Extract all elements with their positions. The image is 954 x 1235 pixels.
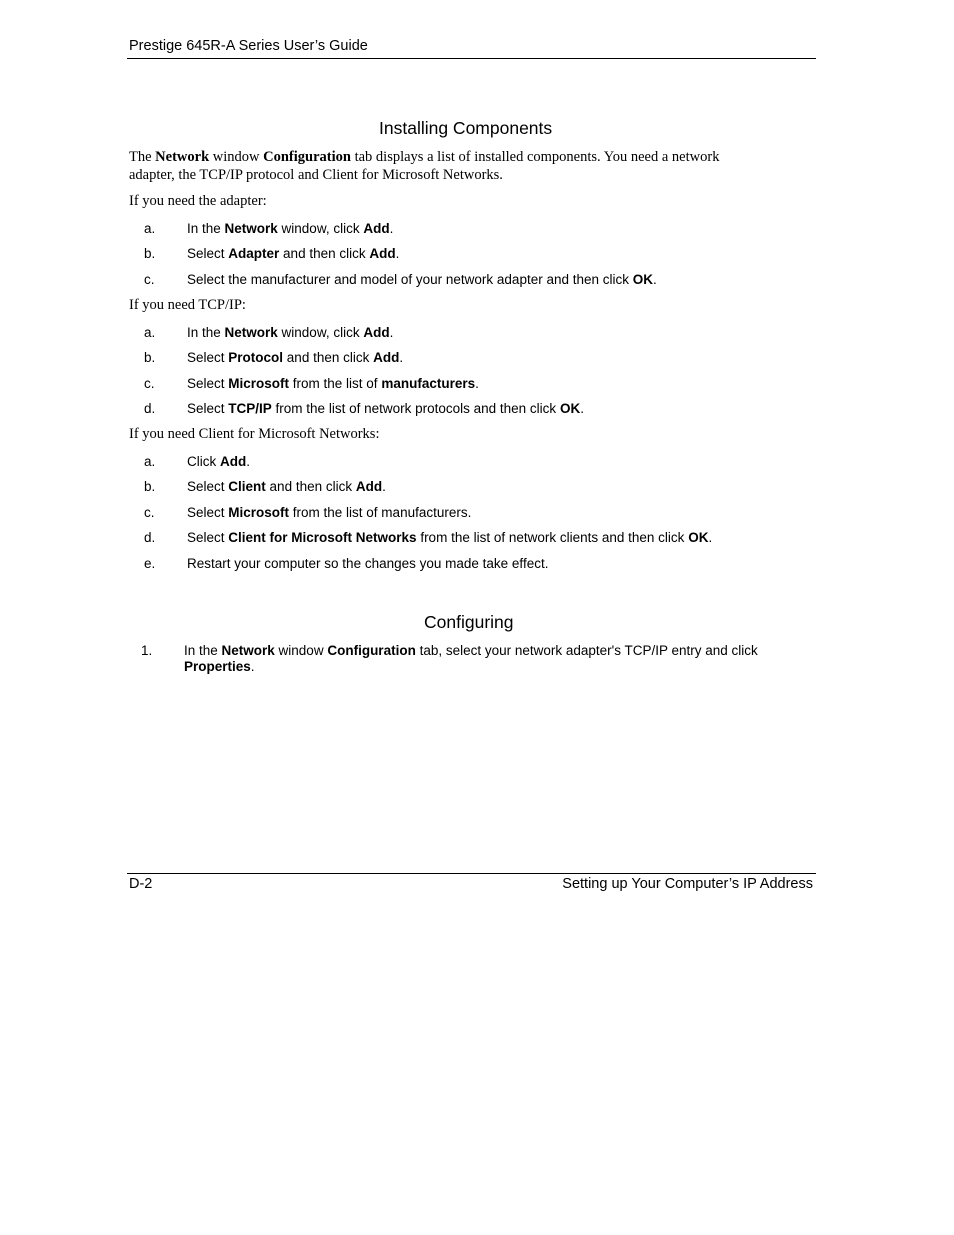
footer-section-title: Setting up Your Computer’s IP Address: [562, 876, 813, 892]
list-marker: a.: [144, 454, 156, 469]
list-marker: a.: [144, 221, 156, 236]
list-item: Select Adapter and then click Add.: [187, 246, 400, 261]
client-lead: If you need Client for Microsoft Networks:: [129, 426, 380, 442]
list-marker: b.: [144, 479, 156, 494]
list-item: In the Network window, click Add.: [187, 325, 394, 340]
section-heading-configuring: Configuring: [424, 612, 514, 632]
list-item: Restart your computer so the changes you made take effect.: [187, 556, 549, 571]
running-header: Prestige 645R-A Series User’s Guide: [129, 38, 368, 54]
list-marker: c.: [144, 505, 155, 520]
list-marker: a.: [144, 325, 156, 340]
list-marker: c.: [144, 376, 155, 391]
step-item: In the Network window Configuration tab, select your network adapter's TCP/IP entry and click Properties.: [184, 643, 758, 674]
section-heading-installing: Installing Components: [379, 118, 553, 138]
list-item: Click Add.: [187, 454, 251, 469]
list-marker: b.: [144, 350, 156, 365]
footer-rule: [127, 873, 816, 874]
list-marker: d.: [144, 530, 156, 545]
list-item: Select the manufacturer and model of your network adapter and then click OK.: [187, 272, 657, 287]
list-item: Select Protocol and then click Add.: [187, 350, 404, 365]
list-marker: c.: [144, 272, 155, 287]
list-item: Select Client for Microsoft Networks from the list of network clients and then click OK.: [187, 530, 713, 545]
page-number: D-2: [129, 876, 153, 892]
adapter-lead: If you need the adapter:: [129, 193, 267, 209]
list-marker: d.: [144, 401, 156, 416]
list-marker: b.: [144, 246, 156, 261]
step-marker: 1.: [141, 643, 153, 658]
header-rule: [127, 58, 816, 59]
intro-paragraph: The Network window Configuration tab displays a list of installed components. You need a network adapter, the TCP/IP protocol and Client for Microsoft Networks.: [129, 149, 720, 183]
list-item: Select TCP/IP from the list of network protocols and then click OK.: [187, 401, 584, 416]
list-item: Select Client and then click Add.: [187, 479, 386, 494]
tcpip-lead: If you need TCP/IP:: [129, 297, 246, 313]
list-item: Select Microsoft from the list of manufacturers.: [187, 505, 472, 520]
list-item: Select Microsoft from the list of manufacturers.: [187, 376, 479, 391]
list-marker: e.: [144, 556, 156, 571]
list-item: In the Network window, click Add.: [187, 221, 394, 236]
